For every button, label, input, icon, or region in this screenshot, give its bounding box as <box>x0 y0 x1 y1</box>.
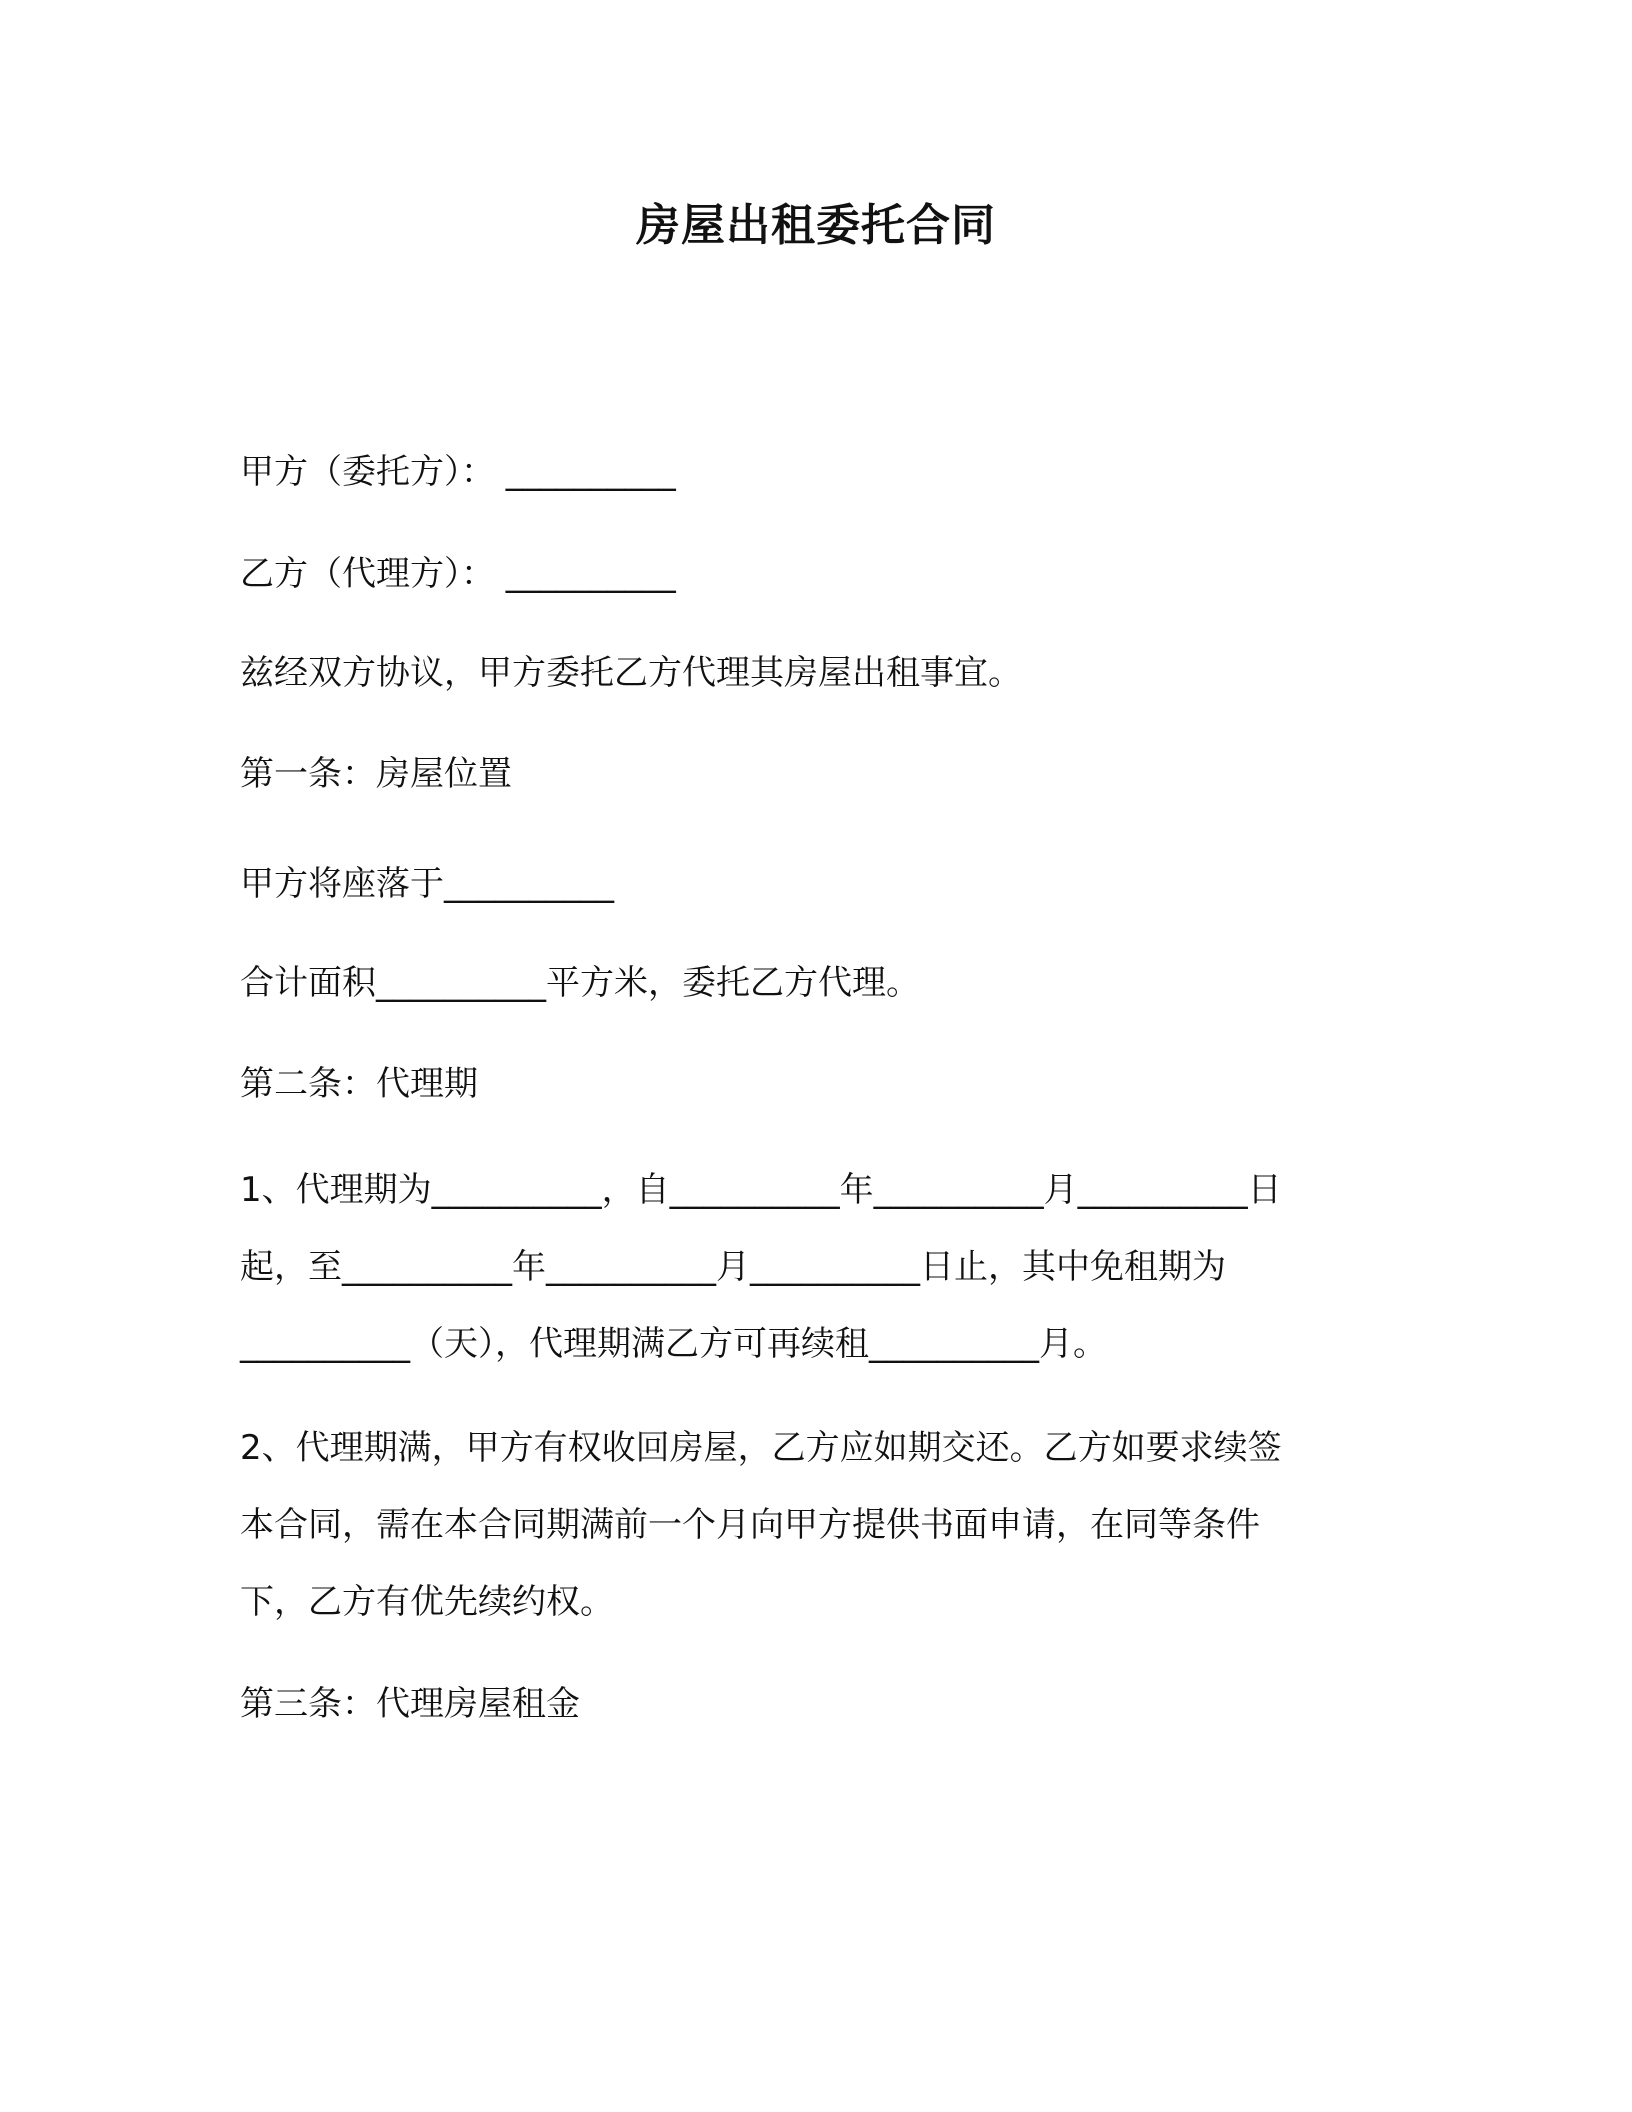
document-title: 房屋出租委托合同 <box>636 200 996 251</box>
clause-2-1-line: 1、代理期为__________，自__________年__________月__________日 <box>240 1170 1282 1210</box>
article-3-heading: 第三条：代理房屋租金 <box>240 1684 580 1724</box>
article-1-area: 合计面积__________平方米，委托乙方代理。 <box>240 963 920 1003</box>
clause-2-2-line: 下，乙方有优先续约权。 <box>240 1582 614 1622</box>
clause-2-2-line: 2、代理期满，甲方有权收回房屋，乙方应如期交还。乙方如要求续签 <box>240 1428 1282 1468</box>
clause-2-2 <box>240 1410 1400 1641</box>
article-1-location: 甲方将座落于__________ <box>240 864 614 904</box>
party-a-line: 甲方（委托方）： __________ <box>240 452 676 492</box>
party-b-line: 乙方（代理方）： __________ <box>240 554 676 594</box>
agreement-statement: 兹经双方协议，甲方委托乙方代理其房屋出租事宜。 <box>240 653 1022 693</box>
clause-2-1-line: 起，至__________年__________月__________日止，其中免租期为 <box>240 1247 1226 1287</box>
clause-2-1 <box>240 1152 1400 1383</box>
clause-2-1-line: __________（天），代理期满乙方可再续租__________月。 <box>240 1324 1107 1364</box>
clause-2-2-line: 本合同，需在本合同期满前一个月向甲方提供书面申请，在同等条件 <box>240 1505 1260 1545</box>
article-2-heading: 第二条：代理期 <box>240 1064 478 1104</box>
article-1-heading: 第一条：房屋位置 <box>240 754 512 794</box>
